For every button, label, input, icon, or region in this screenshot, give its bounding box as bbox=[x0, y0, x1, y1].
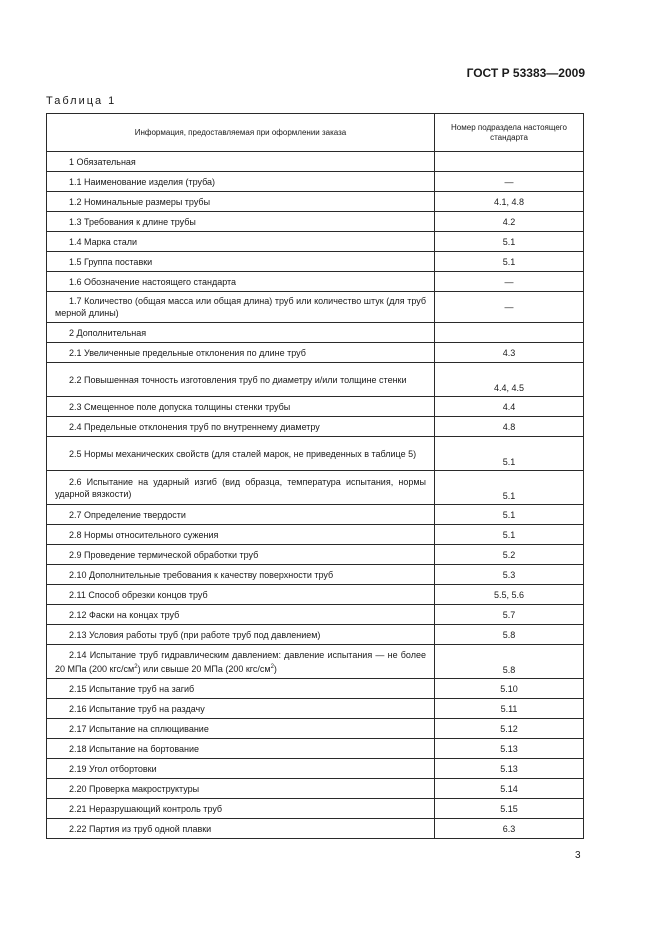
row-label: 2 Дополнительная bbox=[47, 323, 435, 343]
standard-designation: ГОСТ Р 53383—2009 bbox=[466, 66, 585, 80]
row-value: 5.2 bbox=[435, 545, 584, 565]
row-label: 2.3 Смещенное поле допуска толщины стенки трубы bbox=[47, 397, 435, 417]
row-value: 5.8 bbox=[435, 645, 584, 679]
row-value: 5.13 bbox=[435, 759, 584, 779]
row-value: 5.15 bbox=[435, 799, 584, 819]
row-value: 4.3 bbox=[435, 343, 584, 363]
row-value: 5.1 bbox=[435, 252, 584, 272]
row-value: 4.8 bbox=[435, 417, 584, 437]
row-value: — bbox=[435, 172, 584, 192]
row-label: 1.7 Количество (общая масса или общая длина) труб или количество штук (для труб мерной длины) bbox=[47, 292, 435, 323]
row-label-part: ) или свыше 20 МПа (200 кгс/см bbox=[137, 663, 271, 674]
row-value bbox=[435, 152, 584, 172]
row-label: 2.15 Испытание труб на загиб bbox=[47, 679, 435, 699]
row-value: 5.14 bbox=[435, 779, 584, 799]
row-label: 2.17 Испытание на сплющивание bbox=[47, 719, 435, 739]
row-label: 2.7 Определение твердости bbox=[47, 505, 435, 525]
row-value: 5.13 bbox=[435, 739, 584, 759]
column-header-subsection: Номер подраздела настоящего стандарта bbox=[435, 114, 584, 152]
row-value: — bbox=[435, 292, 584, 323]
row-label: 2.13 Условия работы труб (при работе труб под давлением) bbox=[47, 625, 435, 645]
row-label: 2.2 Повышенная точность изготовления труб по диаметру и/или толщине стенки bbox=[47, 363, 435, 397]
page-number: 3 bbox=[575, 850, 581, 861]
row-value: 5.12 bbox=[435, 719, 584, 739]
superscript: 2 bbox=[270, 663, 274, 670]
row-label: 2.6 Испытание на ударный изгиб (вид образца, температура испытания, нормы ударной вязкости) bbox=[47, 471, 435, 505]
row-value: — bbox=[435, 272, 584, 292]
row-label: 2.5 Нормы механических свойств (для сталей марок, не приведенных в таблице 5) bbox=[47, 437, 435, 471]
row-value: 5.1 bbox=[435, 232, 584, 252]
superscript: 2 bbox=[134, 663, 138, 670]
row-value: 5.10 bbox=[435, 679, 584, 699]
row-label: 2.16 Испытание труб на раздачу bbox=[47, 699, 435, 719]
row-value: 5.1 bbox=[435, 525, 584, 545]
row-label: 2.1 Увеличенные предельные отклонения по длине труб bbox=[47, 343, 435, 363]
row-value: 5.11 bbox=[435, 699, 584, 719]
row-value: 5.8 bbox=[435, 625, 584, 645]
row-value bbox=[435, 323, 584, 343]
order-info-table bbox=[46, 113, 584, 839]
row-label: 2.18 Испытание на бортование bbox=[47, 739, 435, 759]
row-label: 2.4 Предельные отклонения труб по внутреннему диаметру bbox=[47, 417, 435, 437]
row-value: 5.1 bbox=[435, 471, 584, 505]
row-value: 5.3 bbox=[435, 565, 584, 585]
row-label: 2.19 Угол отбортовки bbox=[47, 759, 435, 779]
row-value: 5.5, 5.6 bbox=[435, 585, 584, 605]
row-label: 2.21 Неразрушающий контроль труб bbox=[47, 799, 435, 819]
row-label: 1.4 Марка стали bbox=[47, 232, 435, 252]
row-label: 2.11 Способ обрезки концов труб bbox=[47, 585, 435, 605]
row-label: 2.10 Дополнительные требования к качеству поверхности труб bbox=[47, 565, 435, 585]
row-label: 2.20 Проверка макроструктуры bbox=[47, 779, 435, 799]
row-value: 4.4 bbox=[435, 397, 584, 417]
row-label: 1.6 Обозначение настоящего стандарта bbox=[47, 272, 435, 292]
row-label: 1.1 Наименование изделия (труба) bbox=[47, 172, 435, 192]
row-label: 2.8 Нормы относительного сужения bbox=[47, 525, 435, 545]
column-header-info: Информация, предоставляемая при оформлении заказа bbox=[47, 114, 435, 152]
row-label: 1 Обязательная bbox=[47, 152, 435, 172]
row-value: 5.7 bbox=[435, 605, 584, 625]
row-label: 1.3 Требования к длине трубы bbox=[47, 212, 435, 232]
table-header-row bbox=[47, 114, 584, 152]
row-value: 4.4, 4.5 bbox=[435, 363, 584, 397]
row-label-part: ) bbox=[273, 663, 277, 674]
row-label bbox=[47, 645, 435, 679]
row-label: 1.2 Номинальные размеры трубы bbox=[47, 192, 435, 212]
row-label: 2.9 Проведение термической обработки труб bbox=[47, 545, 435, 565]
row-label: 2.22 Партия из труб одной плавки bbox=[47, 819, 435, 839]
row-label: 1.5 Группа поставки bbox=[47, 252, 435, 272]
row-value: 4.2 bbox=[435, 212, 584, 232]
table-caption: Таблица 1 bbox=[46, 95, 117, 107]
row-label-part: 2.14 Испытание труб гидравлическим давлением: давление испытания — не более 20 МПа (200 кгс/см bbox=[55, 649, 426, 674]
row-value: 4.1, 4.8 bbox=[435, 192, 584, 212]
row-label: 2.12 Фаски на концах труб bbox=[47, 605, 435, 625]
row-value: 5.1 bbox=[435, 437, 584, 471]
row-value: 5.1 bbox=[435, 505, 584, 525]
row-value: 6.3 bbox=[435, 819, 584, 839]
